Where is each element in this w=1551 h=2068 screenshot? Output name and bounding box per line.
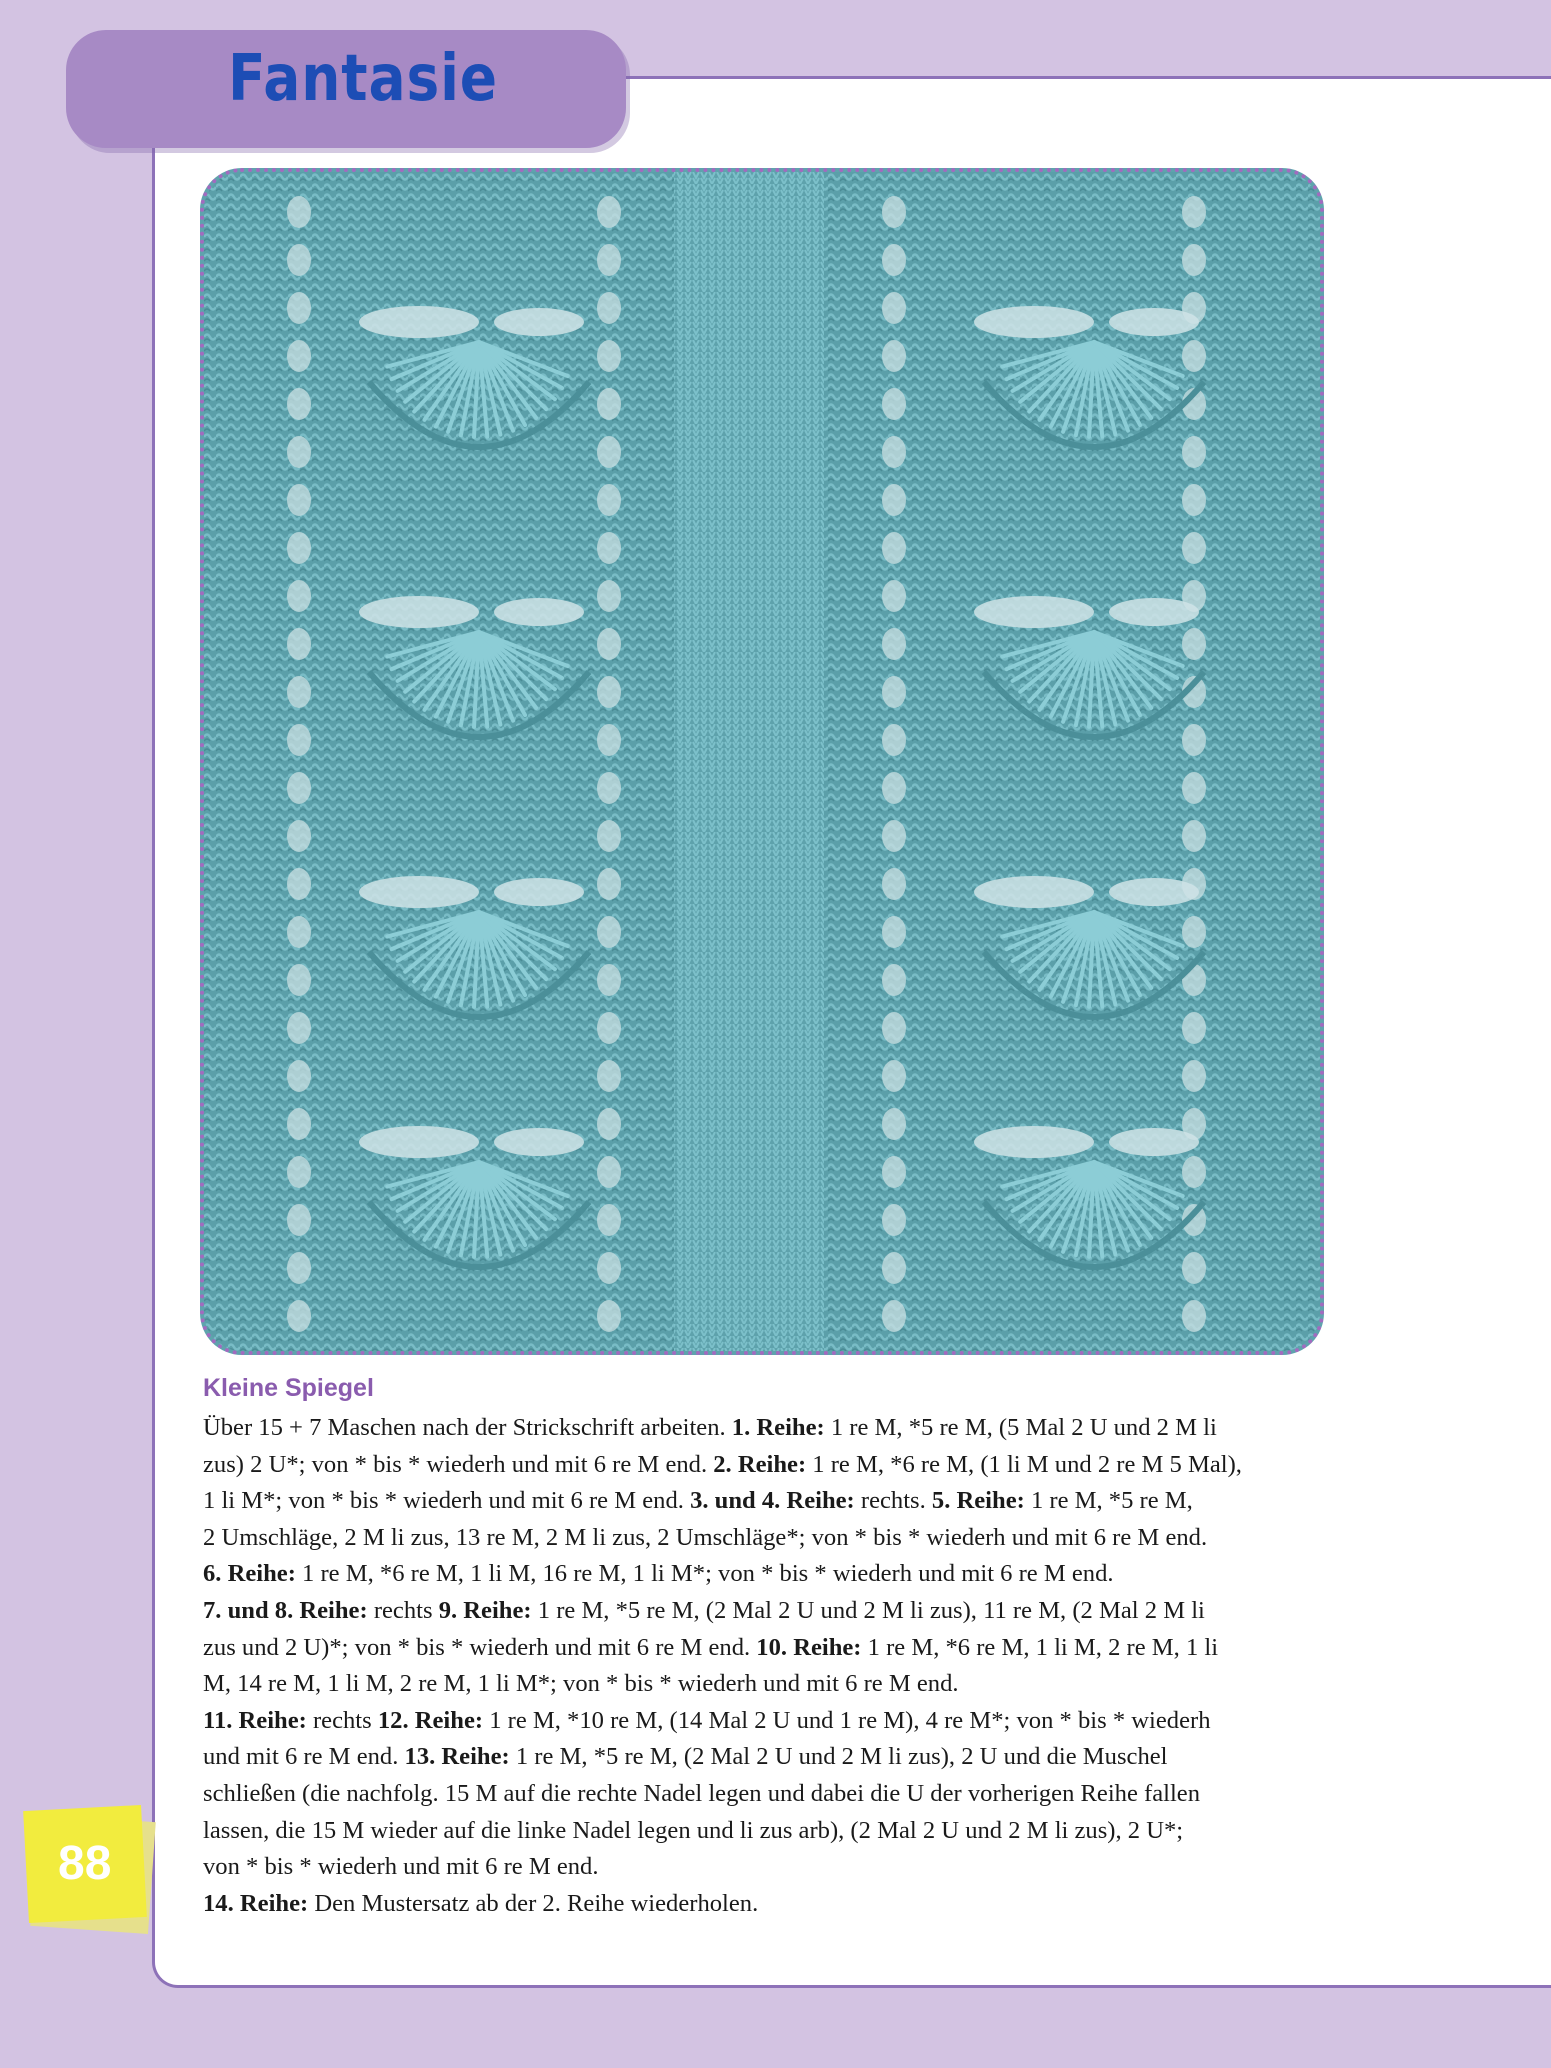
eyelet-hole (882, 1060, 906, 1092)
eyelet-hole (597, 916, 621, 948)
instruction-text: zus) 2 U*; von * bis * wiederh und mit 6 re M end. (203, 1450, 714, 1478)
eyelet-hole (882, 916, 906, 948)
eyelet-hole (1182, 1300, 1206, 1332)
eyelet-hole (597, 244, 621, 276)
row-label: 11. Reihe: (203, 1706, 307, 1734)
eyelet-hole (882, 868, 906, 900)
instruction-line (203, 1739, 1303, 1776)
eyelet-hole (287, 1300, 311, 1332)
row-label: 10. Reihe: (756, 1633, 862, 1661)
eyelet-hole (597, 1060, 621, 1092)
instruction-line (203, 1483, 1303, 1520)
eyelet-hole (287, 964, 311, 996)
instruction-text: 2 Umschläge, 2 M li zus, 13 re M, 2 M li zus, 2 Umschläge*; von * bis * wiederh und mit 6 re M end. (203, 1523, 1208, 1551)
eyelet-hole (882, 292, 906, 324)
eyelet-hole (1182, 772, 1206, 804)
eyelet-hole (287, 292, 311, 324)
eyelet-hole (1182, 724, 1206, 756)
eyelet-hole (597, 1204, 621, 1236)
instruction-text: rechts (306, 1706, 378, 1734)
instruction-text: zus und 2 U)*; von * bis * wiederh und mit 6 re M end. (203, 1633, 757, 1661)
eyelet-hole (882, 1012, 906, 1044)
eyelet-hole (882, 676, 906, 708)
eyelet-hole (287, 820, 311, 852)
row-label: 13. Reihe: (404, 1743, 510, 1771)
row-label: 12. Reihe: (377, 1706, 484, 1734)
instruction-text: M, 14 re M, 1 li M, 2 re M, 1 li M*; von * bis * wiederh und mit 6 re M end. (203, 1670, 959, 1698)
eyelet-hole (287, 1156, 311, 1188)
eyelet-hole (597, 820, 621, 852)
eyelet-hole (287, 196, 311, 228)
eyelet-hole (287, 484, 311, 516)
eyelet-hole (597, 724, 621, 756)
eyelet-hole (597, 1300, 621, 1332)
instruction-text: rechts (367, 1596, 439, 1624)
eyelet-hole (1182, 1060, 1206, 1092)
instruction-text: Den Mustersatz ab der 2. Reihe wiederholen. (308, 1889, 759, 1917)
eyelet-hole (597, 628, 621, 660)
instruction-line (203, 1849, 1303, 1886)
eyelet-hole (597, 1108, 621, 1140)
eyelet-hole (597, 580, 621, 612)
eyelet-hole (882, 484, 906, 516)
instruction-line (203, 1666, 1303, 1703)
eyelet-hole (287, 724, 311, 756)
eyelet-hole (882, 1156, 906, 1188)
eyelet-hole (287, 340, 311, 372)
eyelet-hole (1182, 340, 1206, 372)
eyelet-hole (882, 532, 906, 564)
eyelet-hole (882, 772, 906, 804)
eyelet-hole (287, 676, 311, 708)
row-label: 2. Reihe: (713, 1450, 807, 1478)
row-label: 7. und 8. Reihe: (203, 1596, 368, 1624)
instruction-line (203, 1630, 1303, 1667)
instruction-line (203, 1886, 1303, 1923)
instruction-line (203, 1593, 1303, 1630)
instruction-text: rechts. (854, 1487, 932, 1515)
eyelet-hole (882, 1252, 906, 1284)
eyelet-hole (287, 1108, 311, 1140)
eyelet-hole (597, 1156, 621, 1188)
instruction-line (203, 1703, 1303, 1740)
eyelet-hole (1182, 1156, 1206, 1188)
eyelet-hole (597, 676, 621, 708)
page-number: 88 (58, 1837, 112, 1890)
instruction-text: schließen (die nachfolg. 15 M auf die rechte Nadel legen und dabei die U der vorherigen Reihe fallen (203, 1779, 1201, 1807)
instruction-text: 1 re M, *5 re M, (1024, 1487, 1193, 1515)
eyelet-hole (287, 532, 311, 564)
eyelet-hole (597, 1012, 621, 1044)
row-label: 5. Reihe: (931, 1487, 1025, 1515)
eyelet-hole (1182, 244, 1206, 276)
eyelet-hole (287, 1012, 311, 1044)
eyelet-hole (287, 1204, 311, 1236)
eyelet-hole (597, 484, 621, 516)
eyelet-hole (882, 436, 906, 468)
eyelet-hole (882, 1108, 906, 1140)
instruction-text: 1 re M, *6 re M, (1 li M und 2 re M 5 Mal), (806, 1450, 1242, 1478)
eyelet-hole (882, 196, 906, 228)
instruction-line (203, 1813, 1303, 1850)
eyelet-hole (1182, 1252, 1206, 1284)
eyelet-hole (287, 868, 311, 900)
eyelet-hole (597, 964, 621, 996)
eyelet-hole (1182, 916, 1206, 948)
eyelet-hole (882, 820, 906, 852)
eyelet-hole (1182, 820, 1206, 852)
eyelet-hole (882, 1300, 906, 1332)
instruction-text: und mit 6 re M end. (203, 1743, 405, 1771)
eyelet-hole (287, 1252, 311, 1284)
knitting-swatch-image (200, 168, 1324, 1355)
eyelet-hole (1182, 436, 1206, 468)
eyelet-hole (287, 580, 311, 612)
row-label: 6. Reihe: (203, 1560, 296, 1588)
eyelet-hole (597, 292, 621, 324)
eyelet-hole (882, 388, 906, 420)
row-label: 3. und 4. Reihe: (690, 1487, 855, 1515)
eyelet-hole (882, 628, 906, 660)
instruction-text: 1 re M, *10 re M, (14 Mal 2 U und 1 re M), 4 re M*; von * bis * wiederh (483, 1706, 1211, 1734)
eyelet-hole (597, 388, 621, 420)
eyelet-hole (882, 1204, 906, 1236)
eyelet-hole (287, 916, 311, 948)
eyelet-hole (597, 340, 621, 372)
eyelet-hole (287, 436, 311, 468)
row-label: 9. Reihe: (438, 1596, 532, 1624)
instruction-text: 1 re M, *6 re M, 1 li M, 2 re M, 1 li (861, 1633, 1219, 1661)
instruction-line (203, 1520, 1303, 1557)
instruction-line (203, 1447, 1303, 1484)
eyelet-hole (1182, 1012, 1206, 1044)
eyelet-hole (287, 388, 311, 420)
eyelet-hole (882, 340, 906, 372)
instruction-text: von * bis * wiederh und mit 6 re M end. (203, 1853, 599, 1881)
eyelet-hole (287, 244, 311, 276)
eyelet-hole (882, 244, 906, 276)
eyelet-hole (287, 628, 311, 660)
instruction-line (203, 1556, 1303, 1593)
section-title: Fantasie (228, 42, 498, 116)
eyelet-hole (597, 532, 621, 564)
eyelet-hole (597, 772, 621, 804)
instruction-text: Über 15 + 7 Maschen nach der Strickschrift arbeiten. (203, 1414, 732, 1441)
eyelet-hole (882, 964, 906, 996)
pattern-heading: Kleine Spiegel (203, 1374, 374, 1402)
row-label: 14. Reihe: (203, 1889, 309, 1917)
instruction-line (203, 1410, 1303, 1447)
eyelet-hole (597, 196, 621, 228)
eyelet-hole (597, 1252, 621, 1284)
row-label: 1. Reihe: (731, 1414, 825, 1441)
eyelet-hole (882, 724, 906, 756)
eyelet-hole (1182, 628, 1206, 660)
eyelet-hole (287, 772, 311, 804)
instruction-text: 1 re M, *6 re M, 1 li M, 16 re M, 1 li M*; von * bis * wiederh und mit 6 re M end. (295, 1560, 1114, 1588)
eyelet-hole (597, 436, 621, 468)
instruction-text: 1 re M, *5 re M, (5 Mal 2 U und 2 M li (824, 1414, 1217, 1441)
eyelet-hole (1182, 196, 1206, 228)
instruction-text: 1 re M, *5 re M, (2 Mal 2 U und 2 M li zus), 11 re M, (2 Mal 2 M li (531, 1596, 1205, 1624)
pattern-instructions (203, 1410, 1303, 1922)
instruction-text: 1 li M*; von * bis * wiederh und mit 6 re M end. (203, 1487, 691, 1515)
instruction-text: 1 re M, *5 re M, (2 Mal 2 U und 2 M li zus), 2 U und die Muschel (509, 1743, 1168, 1771)
eyelet-hole (597, 868, 621, 900)
eyelet-hole (287, 1060, 311, 1092)
eyelet-hole (1182, 532, 1206, 564)
instruction-line (203, 1776, 1303, 1813)
eyelet-hole (1182, 484, 1206, 516)
eyelet-hole (882, 580, 906, 612)
instruction-text: lassen, die 15 M wieder auf die linke Nadel legen und li zus arb), (2 Mal 2 U und 2 M li zus), 2 U*; (203, 1816, 1184, 1844)
